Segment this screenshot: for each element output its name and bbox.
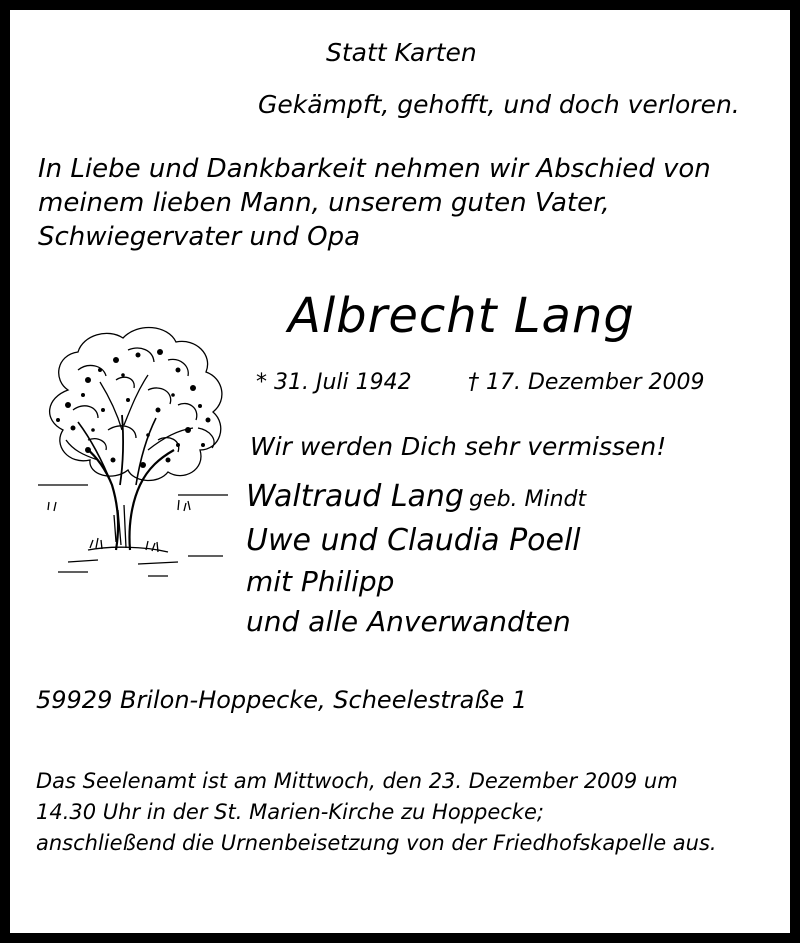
- mourner-name: Waltraud Lang: [246, 479, 464, 514]
- intro-line-1: In Liebe und Dankbarkeit nehmen wir Abschied von: [38, 154, 711, 184]
- tree-illustration-icon: [28, 310, 243, 580]
- mourner-line-3: mit Philipp: [246, 565, 395, 598]
- statt-karten-heading: Statt Karten: [326, 38, 477, 67]
- farewell-message: Wir werden Dich sehr vermissen!: [250, 432, 667, 461]
- intro-line-2: meinem lieben Mann, unserem guten Vater,: [38, 188, 610, 218]
- death-date: † 17. Dezember 2009: [468, 370, 705, 395]
- mourner-line-1: [246, 479, 587, 514]
- notice-line-2: 14.30 Uhr in der St. Marien-Kirche zu Hoppecke;: [36, 800, 544, 824]
- birth-date: * 31. Juli 1942: [256, 370, 412, 395]
- motto-line: Gekämpft, gehofft, und doch verloren.: [258, 90, 740, 119]
- notice-line-1: Das Seelenamt ist am Mittwoch, den 23. Dezember 2009 um: [36, 769, 678, 793]
- maiden-name: geb. Mindt: [469, 487, 587, 512]
- intro-line-3: Schwiegervater und Opa: [38, 222, 361, 252]
- mourner-line-4: und alle Anverwandten: [246, 605, 571, 638]
- address-line: 59929 Brilon-Hoppecke, Scheelestraße 1: [36, 686, 528, 714]
- mourner-line-2: Uwe und Claudia Poell: [246, 523, 581, 558]
- deceased-name: Albrecht Lang: [288, 288, 635, 344]
- notice-line-3: anschließend die Urnenbeisetzung von der Friedhofskapelle aus.: [36, 831, 717, 855]
